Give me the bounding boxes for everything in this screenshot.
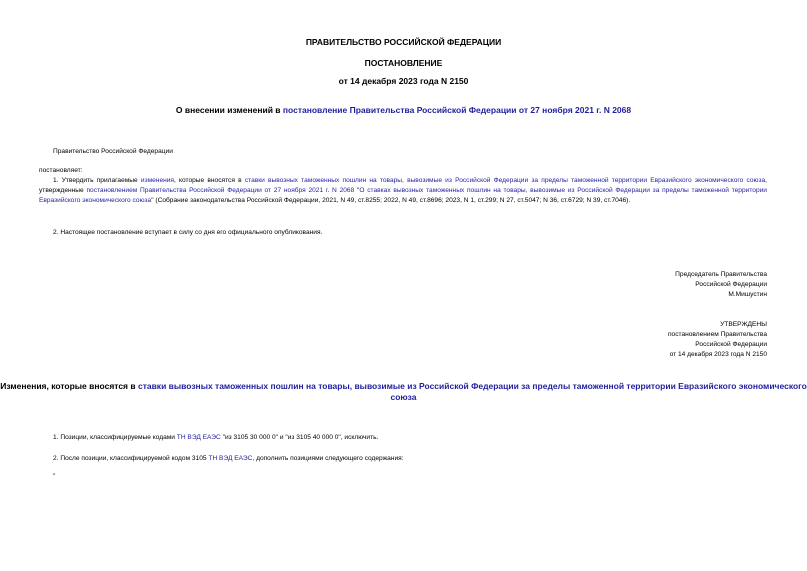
link-changes[interactable]: изменения xyxy=(140,177,175,184)
government-line: Правительство Российской Федерации xyxy=(53,148,173,155)
link-export-duty-rates[interactable]: ставки вывозных таможенных пошлин на товары, вывозимые из Российской Федерации за пределы таможенной территории Евразийского экономического союза xyxy=(244,177,766,184)
opening-quote: " xyxy=(53,473,56,480)
item-1-text: " (Собрание законодательства Российской Федерации, 2021, N 49, ст.8255; 2022, N 49, ст.8696; 2023, N 1, ст.299; N 27, ст.5047; N 36, ст.6729; N 39, ст.7046). xyxy=(151,197,631,204)
signature-name: М.Мишустин xyxy=(728,291,767,298)
item-2-paragraph: 2. Настоящее постановление вступает в силу со дня его официального опубликования. xyxy=(53,229,323,236)
link-decree-2068[interactable]: постановлением Правительства Российской Федерации от 27 ноября 2021 г. N 2068 xyxy=(86,187,355,194)
link-tn-ved[interactable]: ТН ВЭД ЕАЭС xyxy=(176,434,221,441)
approval-line: Российской Федерации xyxy=(695,341,767,348)
signature-position: Председатель Правительства xyxy=(675,271,767,278)
title-link-decree-2068[interactable]: постановление Правительства Российской Федерации от 27 ноября 2021 г. N 2068 xyxy=(282,105,632,115)
government-heading: ПРАВИТЕЛЬСТВО РОССИЙСКОЙ ФЕДЕРАЦИИ xyxy=(305,37,502,47)
approval-date: от 14 декабря 2023 года N 2150 xyxy=(669,351,767,358)
change-1-text: 1. Позиции, классифицируемые кодами xyxy=(53,434,177,441)
changes-title-prefix: Изменения, которые вносятся в xyxy=(0,381,138,391)
document-title xyxy=(0,105,807,115)
link-decree-title[interactable]: О ставках вывозных таможенных пошлин на товары, вывозимые из Российской Федерации за пределы таможенной территории Евразийского экономического союза xyxy=(39,187,767,204)
signature-block xyxy=(675,270,767,300)
decrees-line: постановляет: xyxy=(39,167,83,174)
approval-block xyxy=(668,320,767,360)
change-2-text: , дополнить позициями следующего содержания: xyxy=(252,455,404,462)
document-type-heading: ПОСТАНОВЛЕНИЕ xyxy=(364,58,443,68)
item-1-text: 1. Утвердить прилагаемые xyxy=(53,177,141,184)
approval-line: постановлением Правительства xyxy=(667,331,767,338)
change-2-text: 2. После позиции, классифицируемой кодом 3105 xyxy=(53,455,209,462)
change-1-text: "из 3105 30 000 0" и "из 3105 40 000 0", исключить. xyxy=(220,434,379,441)
changes-heading xyxy=(0,381,807,403)
document-date: от 14 декабря 2023 года N 2150 xyxy=(338,76,469,86)
item-1-text: " xyxy=(354,187,360,194)
title-prefix: О внесении изменений в xyxy=(175,105,283,115)
link-tn-ved[interactable]: ТН ВЭД ЕАЭС xyxy=(208,455,253,462)
change-item-1 xyxy=(53,433,378,443)
item-1-text: , которые вносятся в xyxy=(174,177,245,184)
approval-heading: УТВЕРЖДЕНЫ xyxy=(720,321,767,328)
signature-org: Российской Федерации xyxy=(695,281,767,288)
item-1-paragraph xyxy=(39,176,767,206)
change-item-2 xyxy=(53,454,404,464)
changes-title-link[interactable]: ставки вывозных таможенных пошлин на товары, вывозимые из Российской Федерации за пределы таможенной территории Евразийского экономического союза xyxy=(137,381,807,402)
item-1-text: , утвержденные xyxy=(39,177,768,194)
